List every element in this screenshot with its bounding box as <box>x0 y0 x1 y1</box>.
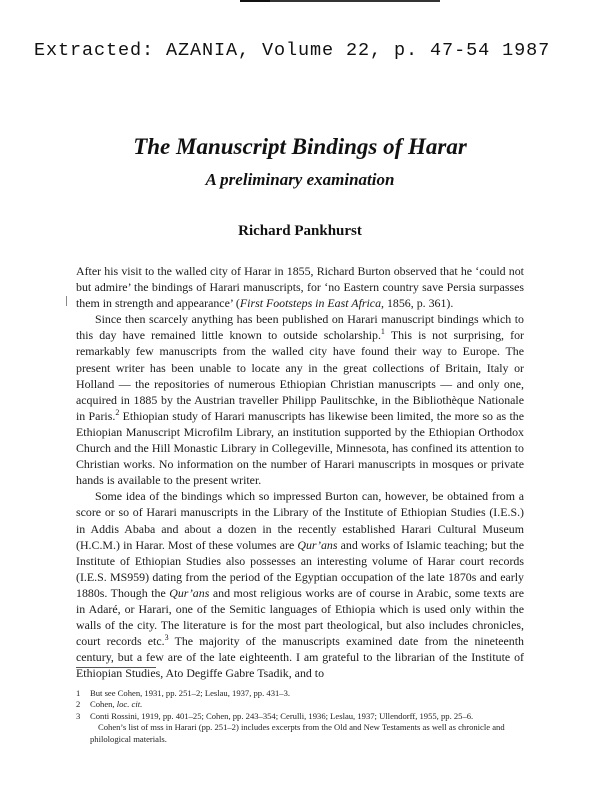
text-run: and most religious works are of course in Arabic, some texts are in Adaré, or Harari, one of the Semitic languages of Ethiopia which is used only within the walls of the city. The literature is for the most part theological, but also includes chronicles, court records etc. <box>76 585 524 649</box>
footnote-text <box>90 699 524 710</box>
footnote-ref: 2 <box>115 407 120 417</box>
text-run: After his visit to the walled city of Harar in 1855, Richard Burton observed that he ‘could not but admire’ the bindings of Harari manuscripts, for ‘no Eastern country save Persia surpasses them in strength and appearance’ ( <box>76 264 524 311</box>
footnote-text: Conti Rossini, 1919, pp. 401–25; Cohen, pp. 243–354; Cerulli, 1936; Leslau, 1937; Ullendorff, 1955, pp. 25–6. <box>90 710 474 721</box>
text-run: The majority of the manuscripts examined date from the nineteenth century, but a few are of the late eighteenth. I am grateful to the librarian of the Institute of Ethiopian Studies, Ato Degiffe Gabre Tsadik, and to <box>76 634 524 681</box>
footnote-number: 2 <box>76 699 81 710</box>
paragraph-3 <box>76 488 524 681</box>
footnote-1 <box>76 688 524 699</box>
paragraph-1 <box>76 263 524 311</box>
footnote-3 <box>76 711 524 722</box>
footnote-ref: 1 <box>380 327 385 337</box>
article-title: The Manuscript Bindings of Harar <box>133 134 467 159</box>
footnote-rule <box>76 667 156 668</box>
article-author: Richard Pankhurst <box>238 223 362 239</box>
footnote-2 <box>76 699 524 710</box>
paragraph-2 <box>76 311 524 488</box>
text-run: Cohen, <box>90 699 117 710</box>
footnote-number: 1 <box>76 688 81 698</box>
article-subtitle: A preliminary examination <box>205 170 395 189</box>
article-body <box>76 263 524 681</box>
footnote-number: 3 <box>76 710 81 721</box>
text-run: and works of Islamic teaching; but the Institute of Ethiopian Studies also possesses an interesting volume of Harar court records (I.E.S. MS959) dating from the period of the Egyptian occupation of the late 1870s and early 1880s. Though the <box>76 537 524 600</box>
italic-term: loc. cit. <box>116 699 143 710</box>
footnote-ref: 3 <box>164 633 169 643</box>
text-run: Some idea of the bindings which so impressed Burton can, however, be obtained from a score or so of Harari manuscripts in the Library of the Institute of Ethiopian Studies (I.E.S.) in Addis Ababa and about a dozen in the recently established Harari Cultural Museum (H.C.M.) in Harar. Most of these volumes are <box>76 489 524 552</box>
extraction-header: Extracted: AZANIA, Volume 22, p. 47-54 1987 <box>34 40 551 61</box>
text-run: Since then scarcely anything has been published on Harari manuscript bindings which to this day have remained little known to outside scholarship. <box>76 312 524 343</box>
citation: First Footsteps in East Africa, <box>239 296 384 311</box>
margin-tick <box>66 296 67 306</box>
text-run: This is not surprising, for remarkably few manuscripts from the walled city have found their way to Europe. The present writer has been unable to locate any in the great collections of Britain, Italy or Holland — the repositories of numerous Ethiopian Christian manuscripts — and only one, acquired in 1885 by the Austrian traveller Philipp Paulitschke, in the Bibliothèque Nationale in Paris. <box>76 328 524 423</box>
footnote-3-continuation: Cohen’s list of mss in Harari (pp. 251–2) includes excerpts from the Old and New Testaments as well as chronicle and philological materials. <box>90 722 505 744</box>
italic-term: Qur’ans <box>169 585 210 600</box>
text-run: Ethiopian study of Harari manuscripts has likewise been limited, the more so as the Ethiopian Manuscript Microfilm Library, an institution supported by the Ethiopian Orthodox Church and the Hill Monastic Library in Collegeville, Minnesota, has confined its attention to Christian works. No information on the number of Harari manuscripts in mosques or private hands is available to the present writer. <box>76 408 524 488</box>
footnotes <box>76 688 524 745</box>
italic-term: Qur’ans <box>297 537 338 552</box>
text-run: 1856, p. 361). <box>384 296 454 311</box>
footnote-text: But see Cohen, 1931, pp. 251–2; Leslau, 1937, pp. 431–3. <box>90 688 291 698</box>
scan-top-mark <box>240 0 440 5</box>
